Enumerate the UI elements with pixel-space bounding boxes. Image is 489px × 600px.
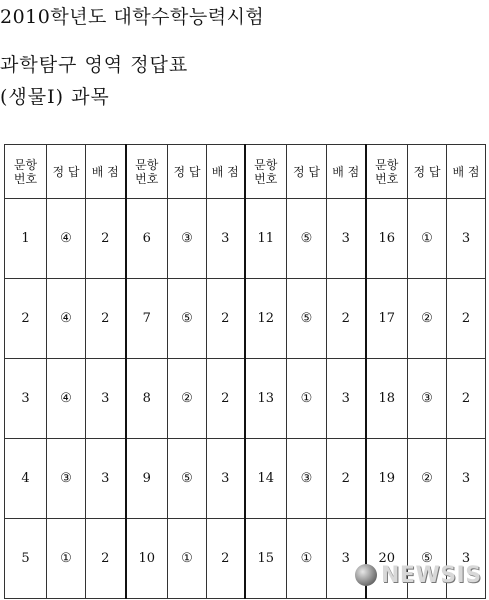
logo-text: NEWSIS bbox=[381, 563, 482, 588]
header-number-line-1: 문항 bbox=[135, 157, 159, 172]
points-cell: 3 bbox=[207, 439, 245, 519]
points-cell: 3 bbox=[327, 199, 366, 279]
answer-cell: ② bbox=[408, 439, 447, 519]
answer-cell: ③ bbox=[47, 439, 86, 519]
answer-cell: ① bbox=[287, 519, 327, 599]
points-cell: 3 bbox=[447, 519, 486, 599]
table-row bbox=[5, 279, 486, 359]
points-cell: 3 bbox=[86, 439, 126, 519]
question-number: 15 bbox=[245, 519, 287, 599]
answer-cell: ⑤ bbox=[168, 439, 207, 519]
question-number: 13 bbox=[245, 359, 287, 439]
question-number: 16 bbox=[366, 199, 408, 279]
answer-cell: ⑤ bbox=[287, 199, 327, 279]
points-cell: 2 bbox=[327, 439, 366, 519]
header-number-line-1: 문항 bbox=[375, 157, 399, 172]
points-cell: 3 bbox=[447, 199, 486, 279]
header-number-line-1: 문항 bbox=[254, 157, 278, 172]
points-cell: 3 bbox=[207, 199, 245, 279]
points-cell: 3 bbox=[447, 439, 486, 519]
title-line-3: (생물Ⅰ) 과목 bbox=[0, 86, 110, 108]
points-cell: 2 bbox=[447, 279, 486, 359]
header-number-line-2: 번호 bbox=[254, 171, 278, 186]
points-cell: 2 bbox=[207, 279, 245, 359]
question-number: 18 bbox=[366, 359, 408, 439]
answer-cell: ④ bbox=[47, 199, 86, 279]
question-number: 1 bbox=[5, 199, 47, 279]
header-number bbox=[366, 145, 408, 199]
question-number: 14 bbox=[245, 439, 287, 519]
answer-cell: ① bbox=[168, 519, 207, 599]
question-number: 3 bbox=[5, 359, 47, 439]
answer-cell: ④ bbox=[47, 279, 86, 359]
question-number: 12 bbox=[245, 279, 287, 359]
answer-cell: ③ bbox=[168, 199, 207, 279]
question-number: 11 bbox=[245, 199, 287, 279]
header-row bbox=[5, 145, 486, 199]
header-answer: 정 답 bbox=[168, 145, 207, 199]
question-number: 8 bbox=[126, 359, 168, 439]
header-answer: 정 답 bbox=[287, 145, 327, 199]
header-answer: 정 답 bbox=[47, 145, 86, 199]
header-number-line-1: 문항 bbox=[13, 157, 38, 172]
answer-cell: ① bbox=[408, 199, 447, 279]
header-points: 배 점 bbox=[86, 145, 126, 199]
table-row bbox=[5, 359, 486, 439]
header-points: 배 점 bbox=[447, 145, 486, 199]
question-number: 7 bbox=[126, 279, 168, 359]
answer-cell: ③ bbox=[408, 359, 447, 439]
answer-cell: ③ bbox=[287, 439, 327, 519]
points-cell: 2 bbox=[327, 279, 366, 359]
points-cell: 3 bbox=[327, 519, 366, 599]
answer-cell: ⑤ bbox=[408, 519, 447, 599]
answer-cell: ② bbox=[408, 279, 447, 359]
table-row bbox=[5, 199, 486, 279]
points-cell: 2 bbox=[86, 279, 126, 359]
question-number: 9 bbox=[126, 439, 168, 519]
question-number: 2 bbox=[5, 279, 47, 359]
globe-icon bbox=[355, 564, 377, 586]
header-points: 배 점 bbox=[207, 145, 245, 199]
title-line-1: 2010학년도 대학수학능력시험 bbox=[0, 6, 265, 28]
points-cell: 3 bbox=[86, 359, 126, 439]
header-answer: 정 답 bbox=[408, 145, 447, 199]
answer-table bbox=[4, 144, 486, 599]
table-row bbox=[5, 439, 486, 519]
points-cell: 2 bbox=[86, 199, 126, 279]
answer-cell: ⑤ bbox=[168, 279, 207, 359]
answer-cell: ⑤ bbox=[287, 279, 327, 359]
question-number: 4 bbox=[5, 439, 47, 519]
answer-cell: ② bbox=[168, 359, 207, 439]
header-number bbox=[245, 145, 287, 199]
header-number bbox=[126, 145, 168, 199]
points-cell: 3 bbox=[327, 359, 366, 439]
answer-cell: ① bbox=[287, 359, 327, 439]
question-number: 5 bbox=[5, 519, 47, 599]
question-number: 10 bbox=[126, 519, 168, 599]
newsis-logo bbox=[355, 560, 485, 590]
answer-cell: ④ bbox=[47, 359, 86, 439]
points-cell: 2 bbox=[447, 359, 486, 439]
points-cell: 2 bbox=[86, 519, 126, 599]
question-number: 19 bbox=[366, 439, 408, 519]
answer-cell: ① bbox=[47, 519, 86, 599]
points-cell: 2 bbox=[207, 359, 245, 439]
header-points: 배 점 bbox=[327, 145, 366, 199]
question-number: 6 bbox=[126, 199, 168, 279]
header-number bbox=[5, 145, 47, 199]
points-cell: 2 bbox=[207, 519, 245, 599]
header-number-line-2: 번호 bbox=[375, 171, 399, 186]
question-number: 20 bbox=[366, 519, 408, 599]
header-number-line-2: 번호 bbox=[135, 171, 159, 186]
title-line-2: 과학탐구 영역 정답표 bbox=[0, 54, 189, 76]
header-number-line-2: 번호 bbox=[13, 171, 38, 186]
question-number: 17 bbox=[366, 279, 408, 359]
